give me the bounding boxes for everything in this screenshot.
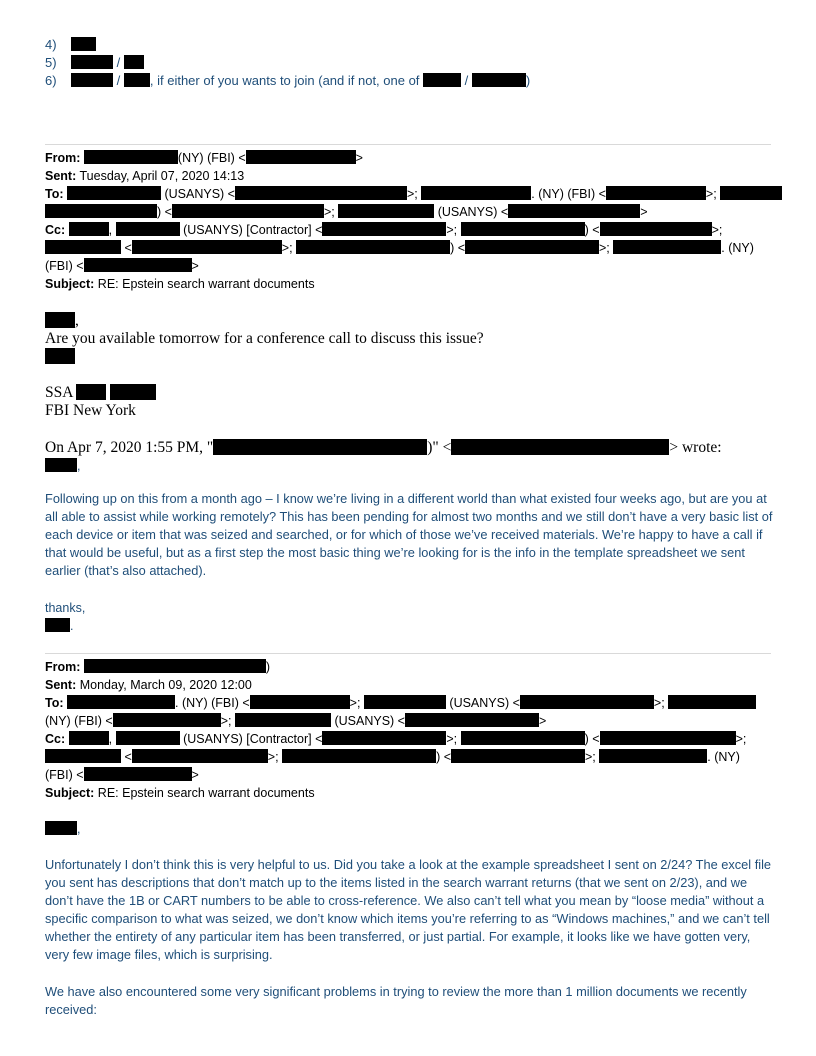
reply-redacted-line [45,348,75,366]
body2-paragraph-2: We have also encountered some very significant problems in trying to review the more than 1 million documents we recently received: [45,984,747,1017]
redaction [461,222,585,236]
redaction [84,659,266,673]
email1-sent: Sent: Tuesday, April 07, 2020 14:13 [45,169,245,183]
body2-greeting: , [45,820,80,838]
redaction [67,695,175,709]
redaction [132,749,268,763]
redaction [45,240,121,254]
redaction [45,749,121,763]
redaction [465,240,599,254]
email2-cc-cont: < >; ) < >; . (NY) [45,748,740,766]
list-item-4: 4) [45,36,96,54]
email2-cc: Cc: , (USANYS) [Contractor] < >; ) < >; [45,732,747,746]
redaction [110,384,156,400]
redaction [45,348,75,364]
redaction [250,695,350,709]
body1-paragraph: Following up on this from a month ago – I know we’re living in a different world than what existed four weeks ago, but are you at all able to assist while working remotely? This has been pending for almost two months and we still don’t have a very basic list of each device or item that was seized and searched, or for which of those we’ve received materials. We’re happy to have a call if that would be useful, but as a first step the most basic thing we’re looking for is the info in the template spreadsheet we sent earlier (that’s also attached). [45,491,773,578]
redaction [45,312,75,328]
redaction [520,695,654,709]
redaction [124,55,144,69]
reply-greeting: , [45,312,79,330]
redaction [113,713,221,727]
redaction [451,749,585,763]
email2-to: To: . (NY) (FBI) < >; (USANYS) < >; [45,694,756,712]
redaction [235,713,331,727]
redaction [720,186,782,200]
email1-cc-cont: < >; ) < >; . (NY) [45,239,754,257]
redaction [668,695,756,709]
redaction [508,204,640,218]
redaction [296,240,450,254]
email2-subject: Subject: RE: Epstein search warrant documents [45,786,315,800]
redaction [84,767,192,781]
redaction [246,150,356,164]
redaction [116,222,180,236]
redaction [461,731,585,745]
redaction [67,186,161,200]
redaction [600,222,712,236]
redaction [613,240,721,254]
redaction [69,222,109,236]
body1-sign: . [45,617,73,635]
redaction [71,37,96,51]
redaction [124,73,150,87]
redaction [606,186,706,200]
redaction [600,731,736,745]
redaction [84,258,192,272]
redaction [423,73,461,87]
redaction [116,731,180,745]
redaction [172,204,324,218]
redaction [599,749,707,763]
email1-cc: Cc: , (USANYS) [Contractor] < >; ) < >; [45,223,723,237]
redaction [71,73,113,87]
redaction [472,73,526,87]
email1-from: From: (NY) (FBI) < > [45,151,363,165]
email-separator [45,144,771,145]
redaction [45,204,157,218]
redaction [45,618,70,632]
quote-header: On Apr 7, 2020 1:55 PM, " )" < > wrote: [45,439,722,456]
signature-office: FBI New York [45,402,136,419]
signature-name: SSA [45,384,156,402]
redaction [322,222,446,236]
redaction [45,458,77,472]
redaction [84,150,178,164]
redaction [364,695,446,709]
email2-from: From: ) [45,660,271,674]
list-item-6: 6) / , if either of you wants to join (and if not, one of / ) [45,73,531,88]
redaction [282,749,436,763]
redaction [338,204,434,218]
email1-cc-cont2: (FBI) < > [45,259,199,273]
email1-to-cont: ) < >; (USANYS) < > [45,203,648,221]
list-item-5: 5) / [45,54,144,72]
email1-to: To: (USANYS) < >; . (NY) (FBI) < >; [45,185,782,203]
email2-to-cont: (NY) (FBI) < >; (USANYS) < > [45,714,547,728]
redaction [69,731,109,745]
redaction [235,186,407,200]
email-separator [45,653,771,654]
redaction [421,186,531,200]
redaction [451,439,669,455]
quote-greeting: , [45,457,80,475]
redaction [45,821,77,835]
redaction [132,240,282,254]
redaction [76,384,106,400]
reply-question: Are you available tomorrow for a conference call to discuss this issue? [45,330,484,347]
body1-thanks: thanks, [45,601,86,615]
email2-sent: Sent: Monday, March 09, 2020 12:00 [45,678,252,692]
redaction [71,55,113,69]
body2-paragraph-1: Unfortunately I don’t think this is very helpful to us. Did you take a look at the example spreadsheet I sent on 2/24? The excel file you sent has descriptions that don’t match up to the items listed in the search warrant returns (that we sent on 2/23), and we don’t have the 1B or CART numbers to be able to cross-reference. We also can’t tell what you mean by “loose media” without a specific comparison to what was seized, we don’t know which items you’re referring to as “Windows machines,” and we can’t tell whether the entirety of any particular item has been transferred, or just partial. For example, it looks like we have gotten very, very few image files, which is surprising. [45,857,772,962]
email2-cc-cont2: (FBI) < > [45,768,199,782]
email1-subject: Subject: RE: Epstein search warrant documents [45,277,315,291]
redaction [322,731,446,745]
redaction [213,439,427,455]
redaction [405,713,539,727]
